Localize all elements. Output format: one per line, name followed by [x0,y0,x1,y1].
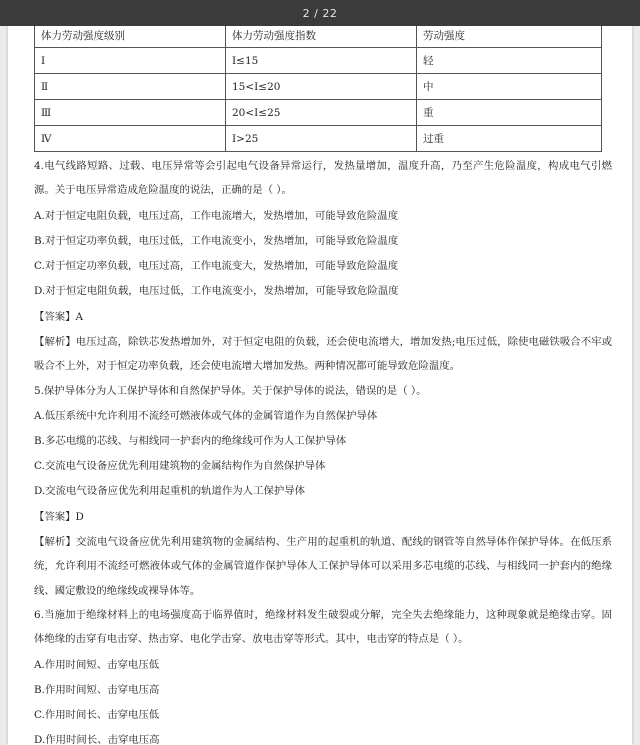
question-4-option-a: A.对于恒定电阻负载，电压过高，工作电流增大，发热增加，可能导致危险温度 [34,209,399,222]
table-header-cell: 劳动强度 [417,26,602,48]
labor-intensity-table [34,26,602,152]
table-row [35,126,602,152]
question-5-option-a: A.低压系统中允许利用不流经可燃液体或气体的金属管道作为自然保护导体 [34,409,378,422]
question-4-option-b: B.对于恒定功率负载，电压过低，工作电流变小，发热增加，可能导致危险温度 [34,235,399,247]
question-4-option-d: D.对于恒定电阻负载，电压过低，工作电流变小，发热增加，可能导致危险温度 [34,285,399,298]
table-row [35,100,602,126]
table-cell: 过重 [417,126,602,152]
question-5-option-c: C.交流电气设备应优先利用建筑物的金属结构作为自然保护导体 [34,460,326,473]
table-cell: I≤15 [226,48,417,74]
page-indicator: 2 / 22 [302,6,338,20]
question-5-analysis: 【解析】交流电气设备应优先利用建筑物的金属结构、生产用的起重机的轨道、配线的钢管等自然导体作保护导体。在低压系统，允许利用不流经可燃液体或气体的金属管道作保护导体人工保护导体可以采用多芯电缆的芯线、与相线同一护套内的绝缘线、國定敷设的绝缘线或裸导体等。 [34,535,612,597]
table-cell: Ⅱ [35,74,226,100]
table-row [35,74,602,100]
question-4-option-c: C.对于恒定功率负载，电压过高，工作电流变大，发热增加，可能导致危险温度 [34,260,399,273]
table-cell: 15<I≤20 [226,74,417,100]
table-cell: 轻 [417,48,602,74]
document-page [8,26,632,745]
table-cell: 20<I≤25 [226,100,417,126]
table-header-cell: 体力劳动强度级别 [35,26,226,48]
question-4-analysis: 【解析】电压过高，除铁芯发热增加外，对于恒定电阻的负载，还会使电流增大，增加发热;电压过低，除使电磁铁吸合不牢或吸合不上外，对于恒定功率负载，还会使电流增大增加发热。两种情况都可能导致危险温度。 [34,335,612,373]
question-5-option-b: B.多芯电缆的芯线、与相线同一护套内的绝缘线可作为人工保护导体 [34,434,347,447]
table-cell: I>25 [226,126,417,152]
table-cell: 中 [417,74,602,100]
table-cell: Ⅳ [35,126,226,152]
question-5-option-d: D.交流电气设备应优先利用起重机的轨道作为人工保护导体 [34,485,306,498]
table-cell: Ⅰ [35,48,226,74]
table-cell: Ⅲ [35,100,226,126]
question-6-stem: 6.当施加于绝缘材料上的电场强度高于临界值时，绝缘材料发生破裂或分解，完全失去绝缘能力，这种现象就是绝缘击穿。固体绝缘的击穿有电击穿、热击穿、电化学击穿、放电击穿等形式。其中，电击穿的特点是（ ）。 [34,608,612,646]
question-6-option-a: A.作用时间短、击穿电压低 [34,658,160,671]
table-header-row [35,26,602,48]
question-6-option-b: B.作用时间短、击穿电压高 [34,683,160,696]
question-5-stem: 5.保护导体分为人工保护导体和自然保护导体。关于保护导体的说法，错误的是（ ）。 [34,384,427,397]
question-4-answer: 【答案】A [34,310,84,323]
question-5-answer: 【答案】D [34,510,84,523]
document-body [34,154,612,745]
question-6-option-d: D.作用时间长、击穿电压高 [34,734,160,745]
table-header-cell: 体力劳动强度指数 [226,26,417,48]
question-4-stem: 4.电气线路短路、过载、电压异常等会引起电气设备异常运行，发热量增加，温度升高，乃至产生危险温度，构成电气引燃源。关于电压异常造成危险温度的说法，正确的是（ ）。 [34,160,612,197]
pdf-viewer-toolbar [0,0,640,26]
table-cell: 重 [417,100,602,126]
table-row [35,48,602,74]
question-6-option-c: C.作用时间长、击穿电压低 [34,709,160,722]
